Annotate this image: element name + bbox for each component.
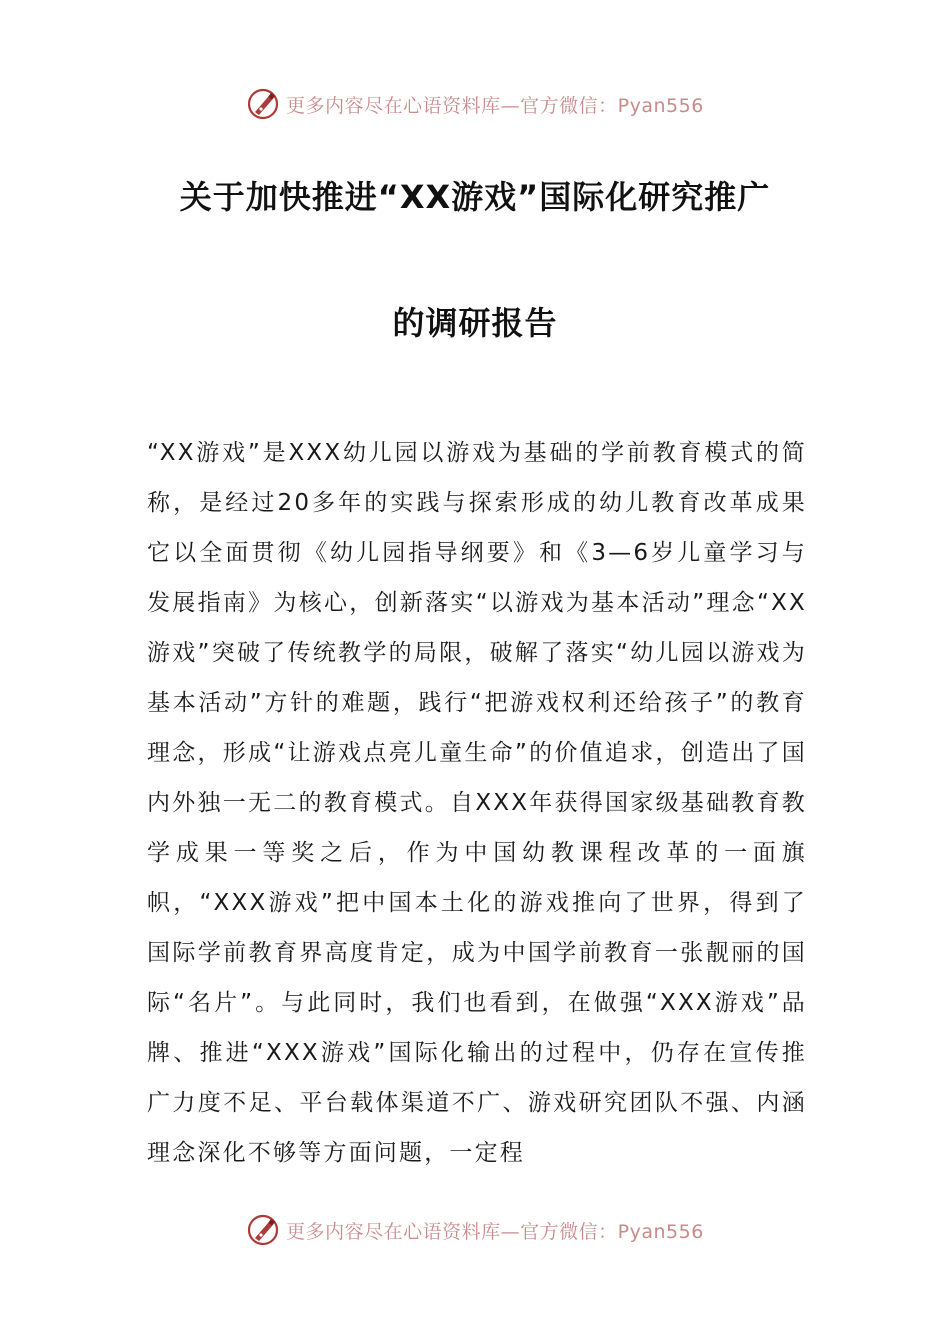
watermark-wechat-id: Pyan556	[617, 1220, 704, 1243]
watermark-text	[286, 1217, 704, 1244]
pen-nib-circle-icon	[246, 87, 280, 121]
document-title-line-1: 关于加快推进“XX游戏”国际化研究推广	[179, 178, 771, 216]
header-watermark	[0, 84, 950, 124]
watermark-wechat-id: Pyan556	[617, 94, 704, 117]
watermark-label: 更多内容尽在心语资料库—官方微信：	[286, 94, 618, 117]
watermark-text	[286, 91, 704, 118]
pen-nib-circle-icon	[246, 1213, 280, 1247]
watermark-label: 更多内容尽在心语资料库—官方微信：	[286, 1220, 618, 1243]
footer-watermark	[0, 1210, 950, 1250]
document-title-line-2: 的调研报告	[392, 304, 558, 342]
body-paragraph: “XX游戏”是XXX幼儿园以游戏为基础的学前教育模式的简称，是经过20多年的实践与探索形成的幼儿教育改革成果它以全面贯彻《幼儿园指导纲要》和《3—6岁儿童学习与发展指南》为核心，创新落实“以游戏为基本活动”理念“XX游戏”突破了传统教学的局限，破解了落实“幼儿园以游戏为基本活动”方针的难题，践行“把游戏权利还给孩子”的教育理念，形成“让游戏点亮儿童生命”的价值追求，创造出了国内外独一无二的教育模式。自XXX年获得国家级基础教育教学成果一等奖之后，作为中国幼教课程改革的一面旗帜，“XXX游戏”把中国本土化的游戏推向了世界，得到了国际学前教育界高度肯定，成为中国学前教育一张靓丽的国际“名片”。与此同时，我们也看到，在做强“XXX游戏”品牌、推进“XXX游戏”国际化输出的过程中，仍存在宣传推广力度不足、平台载体渠道不广、游戏研究团队不强、内涵理念深化不够等方面问题，一定程	[147, 440, 807, 1166]
